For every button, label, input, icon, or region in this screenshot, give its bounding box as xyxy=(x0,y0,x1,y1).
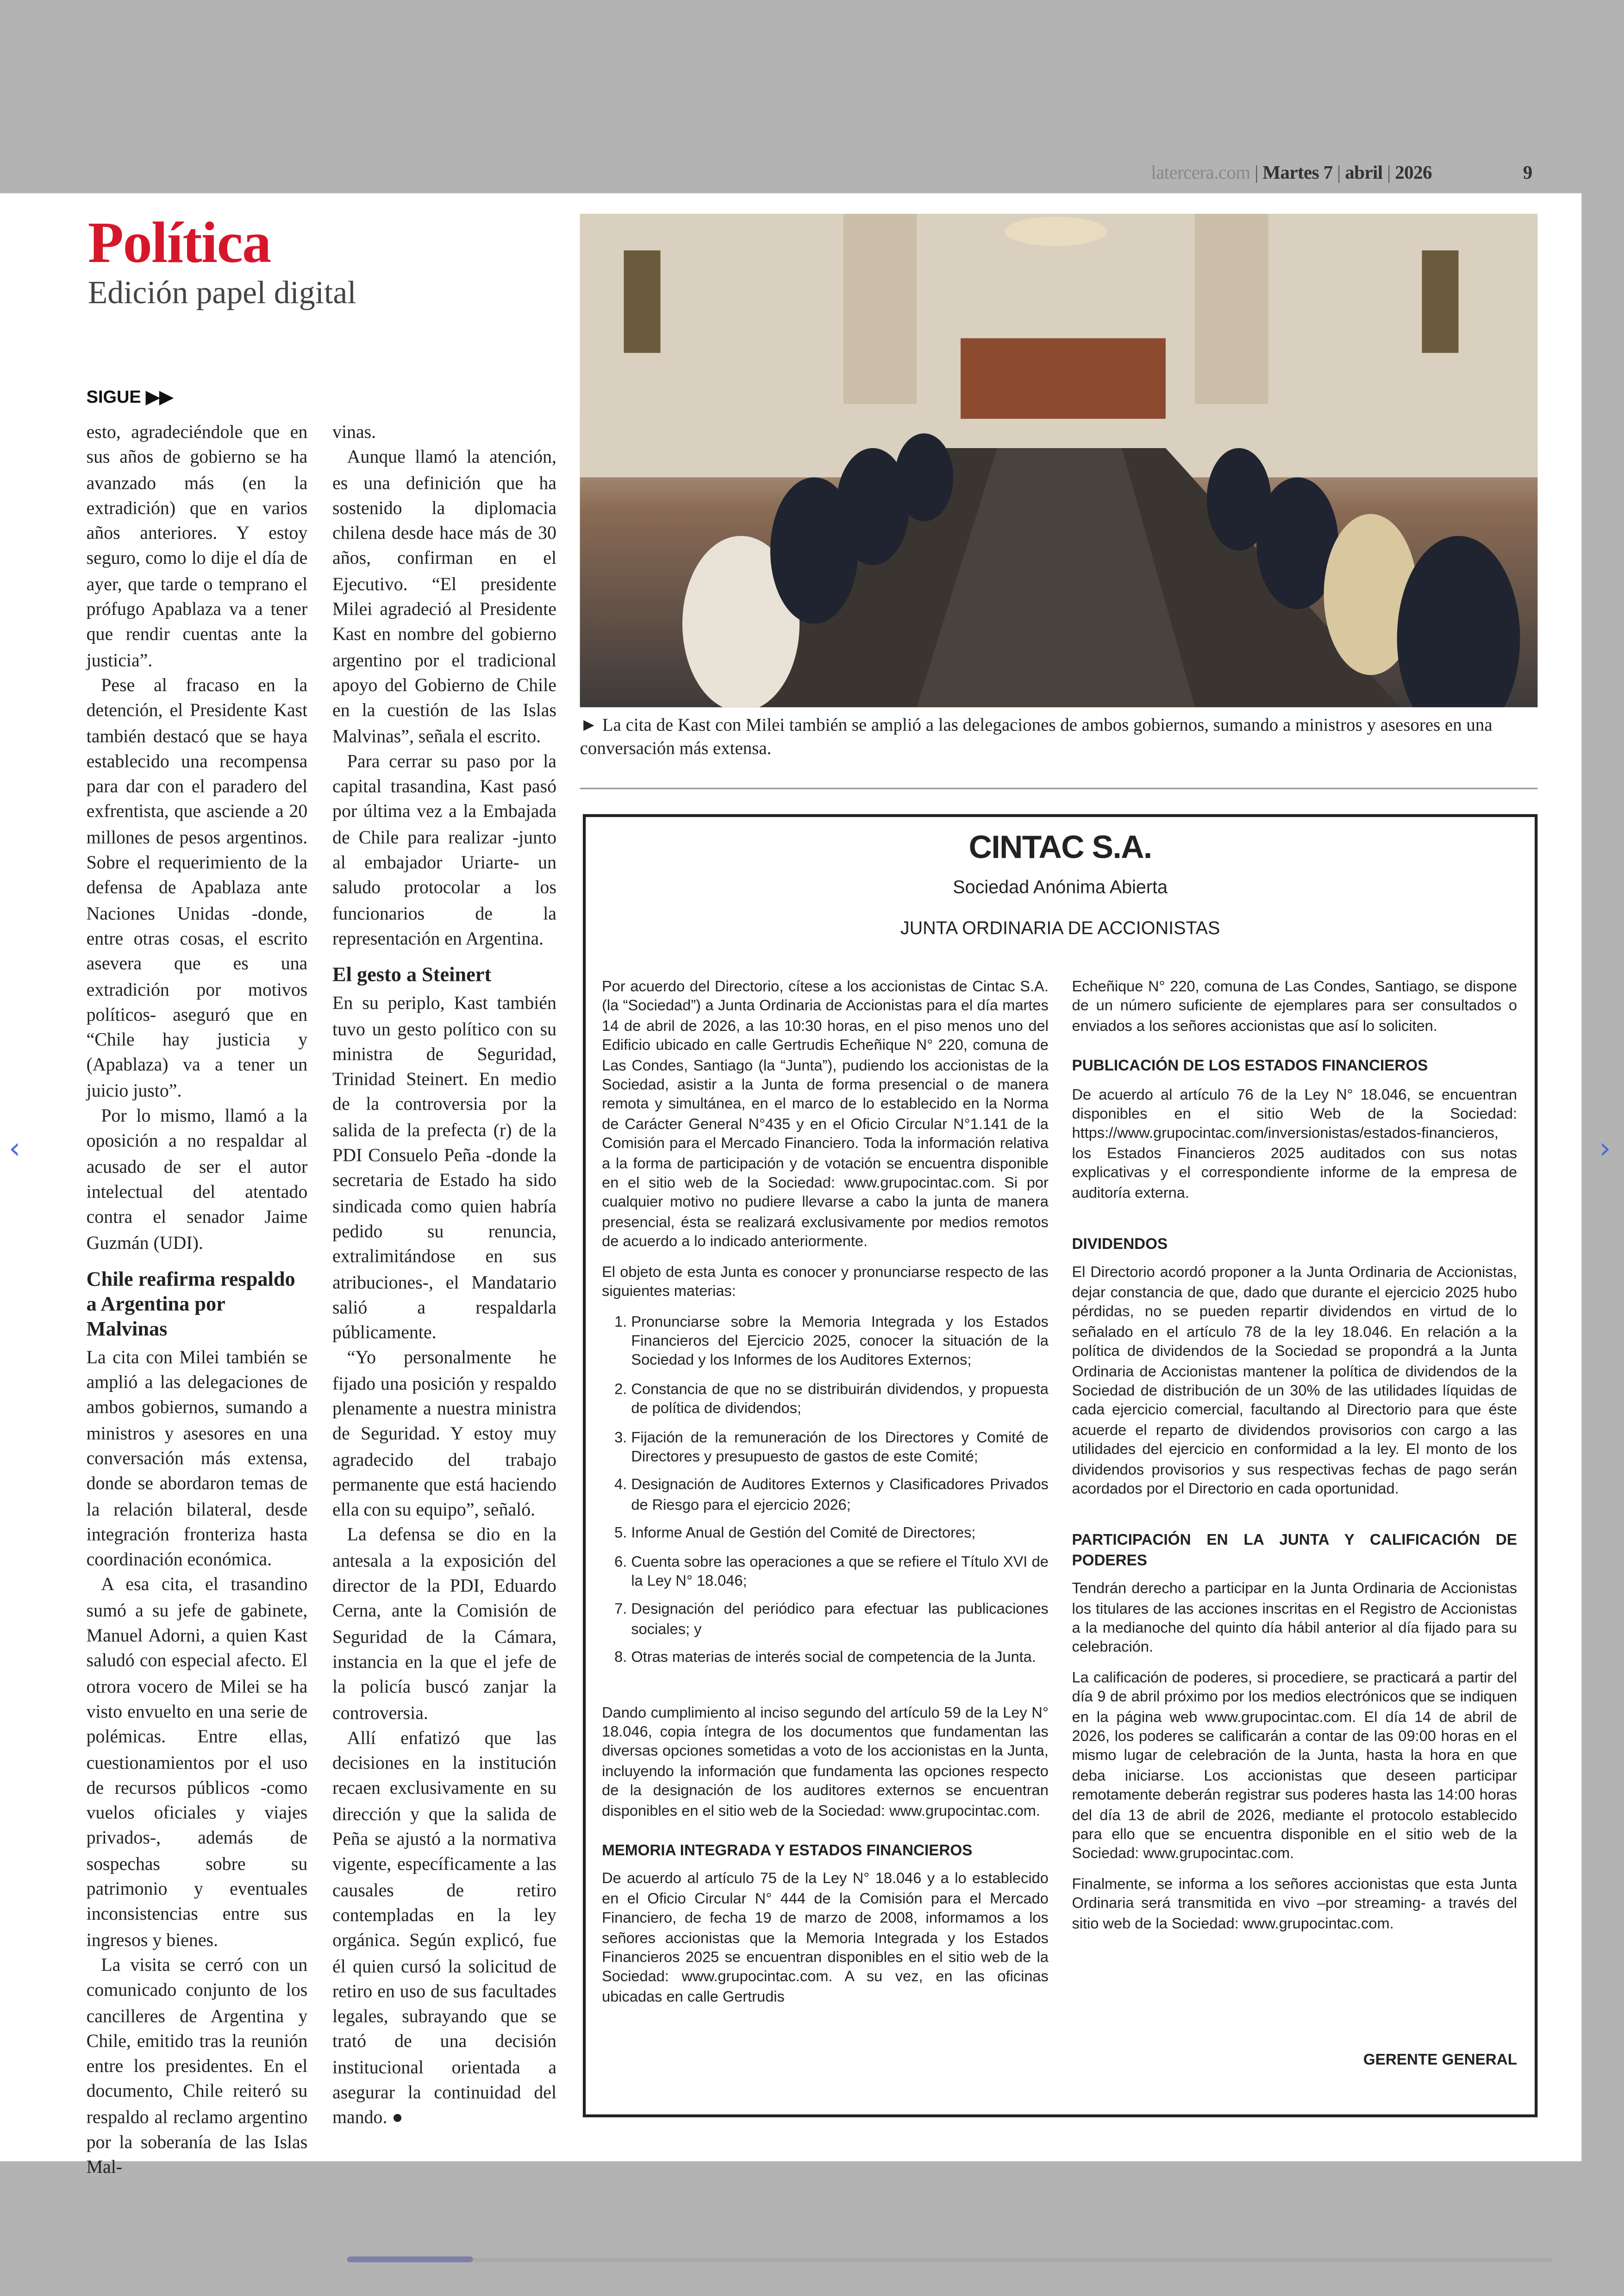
paragraph: La visita se cerró con un comunicado conjunto de los cancilleres de Argentina y Chile, emitido tras la reunión entre los presidentes. En el documento, Chile reiteró su respaldo al reclamo argentino por la soberanía de las Islas Mal- xyxy=(86,1954,308,2178)
notice-paragraph: Finalmente, se informa a los señores accionistas que esta Junta Ordinaria será transmitida en vivo –por streaming- a través del sitio web de la Sociedad: www.grupocintac.com. xyxy=(1072,1877,1518,1933)
notice-company-type: Sociedad Anónima Abierta xyxy=(953,877,1168,898)
notice-heading: DIVIDENDOS xyxy=(1072,1235,1168,1254)
notice-paragraph: El objeto de esta Junta es conocer y pronunciarse respecto de las siguientes materias: xyxy=(602,1265,1049,1301)
notice-paragraph: Tendrán derecho a participar en la Junta Ordinaria de Accionistas los titulares de las acciones inscritas en el Registro de Accionistas a la medianoche del quinto día hábil anterior al día fijado para su celebración. xyxy=(1072,1581,1518,1657)
agenda-item: 3. Fijación de la remuneración de los Directores y Comité de Directores y presupuesto de gastos de este Comité; xyxy=(631,1429,1049,1468)
notice-heading: MEMORIA INTEGRADA Y ESTADOS FINANCIEROS xyxy=(602,1842,973,1860)
agenda-item: 4. Designación de Auditores Externos y Clasificadores Privados de Riesgo para el ejercicio 2026; xyxy=(631,1477,1049,1516)
notice-column-left xyxy=(602,978,1049,2018)
notice-event: JUNTA ORDINARIA DE ACCIONISTAS xyxy=(900,918,1220,939)
paragraph: En su periplo, Kast también tuvo un gesto político con su ministra de Seguridad, Trinidad Steinert. En medio de la controversia por la salida de la prefecta (r) de la PDI Consuelo Peña -donde la secretaria de Estado ha sido sindicada como quien habría pedido su renuncia, extralimitándose en sus atribuciones-, el Mandatario salió a respaldarla públicamente. xyxy=(332,993,557,1343)
agenda-item: 6. Cuenta sobre las operaciones a que se refiere el Título XVI de la Ley N° 18.046; xyxy=(631,1553,1049,1592)
paragraph: Para cerrar su paso por la capital trasandina, Kast pasó por última vez a la Embajada de Chile para realizar -junto al embajador Uriarte- un saludo protocolar a los funcionarios de la representación en Argentina. xyxy=(332,751,557,949)
notice-paragraph: La calificación de poderes, si procediere, se practicará a partir del día 9 de abril próximo por los medios electrónicos que se indiquen en la página web www.grupocintac.com. El día 14 de abril de 2026, los poderes se calificarán a contar de las 09:00 horas en el mismo lugar de celebración de la Junta, hasta la hora en que deba iniciarse. Los accionistas que deseen participar remotamente deberán registrar sus poderes hasta las 14:00 horas del día 13 de abril de 2026, mediante el protocolo establecido para ello que se encuentra disponible en el sitio web de la Sociedad: www.grupocintac.com. xyxy=(1072,1670,1518,1863)
article-column-2 xyxy=(332,420,556,2131)
paragraph: vinas. xyxy=(332,422,376,443)
meeting-photo-illustration xyxy=(580,214,1538,707)
notice-paragraph: De acuerdo al artículo 76 de la Ley N° 18.046, se encuentran disponibles en el sitio Web de la Sociedad: https://www.grupocintac.com/inversionistas/estados-financieros, los Estados Financieros 2025 auditados con sus notas explicativas y el correspondiente informe de la empresa de auditoría externa. xyxy=(1072,1087,1518,1202)
agenda-item: 8. Otras materias de interés social de competencia de la Junta. xyxy=(631,1649,1049,1668)
agenda-item: 1. Pronunciarse sobre la Memoria Integrada y los Estados Financieros del Ejercicio 2025, conocer la situación de la Sociedad y los Informes de los Auditores Externos; xyxy=(631,1313,1049,1372)
page-scrollbar-thumb[interactable] xyxy=(347,2256,473,2262)
header-month: abril xyxy=(1345,161,1383,183)
notice-column-right xyxy=(1072,978,1517,1945)
paragraph: La cita con Milei también se amplió a las delegaciones de ambos gobiernos, sumando a ministros y asesores en una conversación más extensa, donde se abordaron temas de la relación bilateral, desde integración fronteriza hasta coordinación económica. xyxy=(86,1347,308,1570)
agenda-item: 5. Informe Anual de Gestión del Comité de Directores; xyxy=(631,1524,1049,1544)
notice-paragraph: Echeñique N° 220, comuna de Las Condes, Santiago, se dispone de un número suficiente de ejemplares para ser consultados o enviados a los señores accionistas que así lo soliciten. xyxy=(1072,980,1518,1035)
notice-paragraph: Por acuerdo del Directorio, cítese a los accionistas de Cintac S.A. (la “Sociedad”) a Junta Ordinaria de Accionistas para el día martes 14 de abril de 2026, a las 10:30 horas, en el piso menos uno del Edificio ubicado en calle Gertrudis Echeñique N° 220, comuna de Las Condes, Santiago (la “Junta”), pudiendo los accionistas de la Sociedad, asistir a la Junta de forma presencial o de manera remota y simultánea, en el marco de lo establecido en la Norma de Carácter General N°435 y en el Oficio Circular N°1.141 de la Comisión para el Mercado Financiero. Toda la información relativa a la forma de participación y de votación se encuentra disponible en el sitio web de la Sociedad: www.grupocintac.com. Si por cualquier motivo no pudiere llevarse a cabo la junta de manera presencial, ésta se realizará exclusivamente por medios remotos de acuerdo a lo indicado anteriormente. xyxy=(602,980,1049,1251)
page-number: 9 xyxy=(1523,161,1532,183)
notice-heading: PARTICIPACIÓN EN LA JUNTA Y CALIFICACIÓN DE PODERES xyxy=(1072,1532,1518,1570)
paragraph: Por lo mismo, llamó a la oposición a no respaldar al acusado de ser el autor intelectual del atentado contra el senador Jaime Guzmán (UDI). xyxy=(86,1105,308,1253)
photo-caption: ► La cita de Kast con Milei también se amplió a las delegaciones de ambos gobiernos, sumando a ministros y asesores en una conversación más extensa. xyxy=(580,714,1493,759)
paragraph xyxy=(332,1726,556,2131)
paragraph: Pese al fracaso en la detención, el Presidente Kast también destacó que se haya establecido una recompensa para dar con el paradero del exfrentista, que asciende a 20 millones de pesos argentinos. Sobre el requerimiento de la defensa de Apablaza ante Naciones Unidas -donde, entre otras cosas, el escrito asevera que es una extradición por motivos políticos- aseguró que en “Chile hay justicia y (Apablaza) va a tener un juicio justo”. xyxy=(86,675,308,1101)
notice-company: CINTAC S.A. xyxy=(968,829,1152,866)
subheading: Chile reafirma respaldo a Argentina por Malvinas xyxy=(86,1269,295,1341)
agenda-item: 7. Designación del periódico para efectuar las publicaciones sociales; y xyxy=(631,1601,1049,1641)
previous-page-button[interactable]: ‹ xyxy=(8,1130,21,1166)
paragraph: A esa cita, el trasandino sumó a su jefe de gabinete, Manuel Adorni, a quien Kast saludó con especial afecto. El otrora vocero de Milei se ha visto envuelto en una serie de polémicas. Entre ellas, cuestionamientos por el uso de recursos públicos -como vuelos oficiales y viajes privados-, además de sospechas sobre su patrimonio y eventuales inconsistencias entre sus ingresos y bienes. xyxy=(86,1574,308,1950)
paragraph: La defensa se dio en la antesala a la exposición del director de la PDI, Eduardo Cerna, ante la Comisión de Seguridad de la Cámara, instancia en la que el jefe de la policía buscó zanjar la controversia. xyxy=(332,1525,557,1723)
end-mark-icon: ● xyxy=(392,2107,403,2128)
page-header: latercera.com | Martes 7 | abril | 2026 9 xyxy=(1151,161,1432,185)
header-day: Martes 7 xyxy=(1262,161,1333,183)
paragraph: esto, agradeciéndole que en sus años de gobierno se ha avanzado más (en la extradición) que en varios años anteriores. Y estoy seguro, como lo dije el día de ayer, que tarde o temprano el prófugo Apablaza va a tener que rendir cuentas ante la justicia”. xyxy=(86,422,308,670)
agenda-item: 2. Constancia de que no se distribuirán dividendos, y propuesta de política de dividendos; xyxy=(631,1380,1049,1420)
notice-signature: GERENTE GENERAL xyxy=(1363,2051,1518,2069)
page-scrollbar-track[interactable] xyxy=(347,2258,1552,2262)
section-subtitle: Edición papel digital xyxy=(87,274,356,311)
agenda-list xyxy=(602,1313,1049,1669)
divider xyxy=(580,788,1538,789)
continued-label: SIGUE ▶▶ xyxy=(86,387,173,407)
notice-heading: PUBLICACIÓN DE LOS ESTADOS FINANCIEROS xyxy=(1072,1057,1428,1075)
notice-paragraph: El Directorio acordó proponer a la Junta Ordinaria de Accionistas, dejar constancia de que, dado que durante el ejercicio 2025 hubo pérdidas, no se pueden repartir dividendos en virtud de lo señalado en el artículo 78 de la ley 18.046. En relación a la política de dividendos de la Sociedad se propondrá a la Junta Ordinaria de Accionistas mantener la política de dividendos de la Sociedad de distribución de un 30% de las utilidades líquidas de cada ejercicio comercial, facultando al Directorio para que éste acuerde el reparto de dividendos provisorios con cargo a las utilidades del ejercicio en conformidad a la ley. El monto de los dividendos provisorios y sus respectivas fechas de pago serán acordados por el Directorio en cada oportunidad. xyxy=(1072,1266,1518,1498)
header-year: 2026 xyxy=(1395,161,1432,183)
meeting-photo xyxy=(580,214,1538,707)
site-name: latercera.com xyxy=(1151,161,1250,183)
legal-notice xyxy=(583,814,1537,2117)
article-column-1 xyxy=(87,420,308,2181)
paragraph-text: Allí enfatizó que las decisiones en la institución recaen exclusivamente en su dirección y que la salida de Peña se ajustó a la normativa vigente, específicamente a las causales de retiro contempladas en la ley orgánica. Según explicó, fue él quien cursó la solicitud de retiro en uso de sus facultades legales, subrayando que se trató de una decisión institucional orientada a asegurar la continuidad del mando. xyxy=(332,1728,557,2128)
next-page-button[interactable]: › xyxy=(1599,1130,1611,1166)
section-title: Política xyxy=(87,209,271,275)
notice-paragraph: Dando cumplimiento al inciso segundo del artículo 59 de la Ley N° 18.046, copia íntegra de los documentos que fundamentan las diversas opciones sometidas a voto de los accionistas en la Junta, incluyendo la información que fundamenta las opciones respecto de la designación de los auditores externos se encuentran disponibles en el sitio web de la Sociedad: www.grupocintac.com. xyxy=(602,1705,1049,1820)
subheading: El gesto a Steinert xyxy=(332,965,492,987)
newspaper-page xyxy=(0,193,1581,2178)
paragraph: Aunque llamó la atención, es una definición que ha sostenido la diplomacia chilena desde hace más de 30 años, confirman en el Ejecutivo. “El presidente Milei agradeció al Presidente Kast en nombre del gobierno argentino por el tradicional apoyo del Gobierno de Chile en la cuestión de las Islas Malvinas”, señala el escrito. xyxy=(332,447,557,746)
paragraph: “Yo personalmente he fijado una posición y respaldo plenamente a nuestra ministra de Seguridad. Y estoy muy agradecido del trabajo permanente que está haciendo ella con su equipo”, señaló. xyxy=(332,1348,557,1520)
notice-paragraph: De acuerdo al artículo 75 de la Ley N° 18.046 y a lo establecido en el Oficio Circular N° 444 de la Comisión para el Mercado Financiero, de fecha 19 de marzo de 2008, informamos a los señores accionistas que la Memoria Integrada y los Estados Financieros 2025 se encuentran disponibles en el sitio web de la Sociedad: www.grupocintac.com. A su vez, en las oficinas ubicadas en calle Gertrudis xyxy=(602,1872,1049,2006)
